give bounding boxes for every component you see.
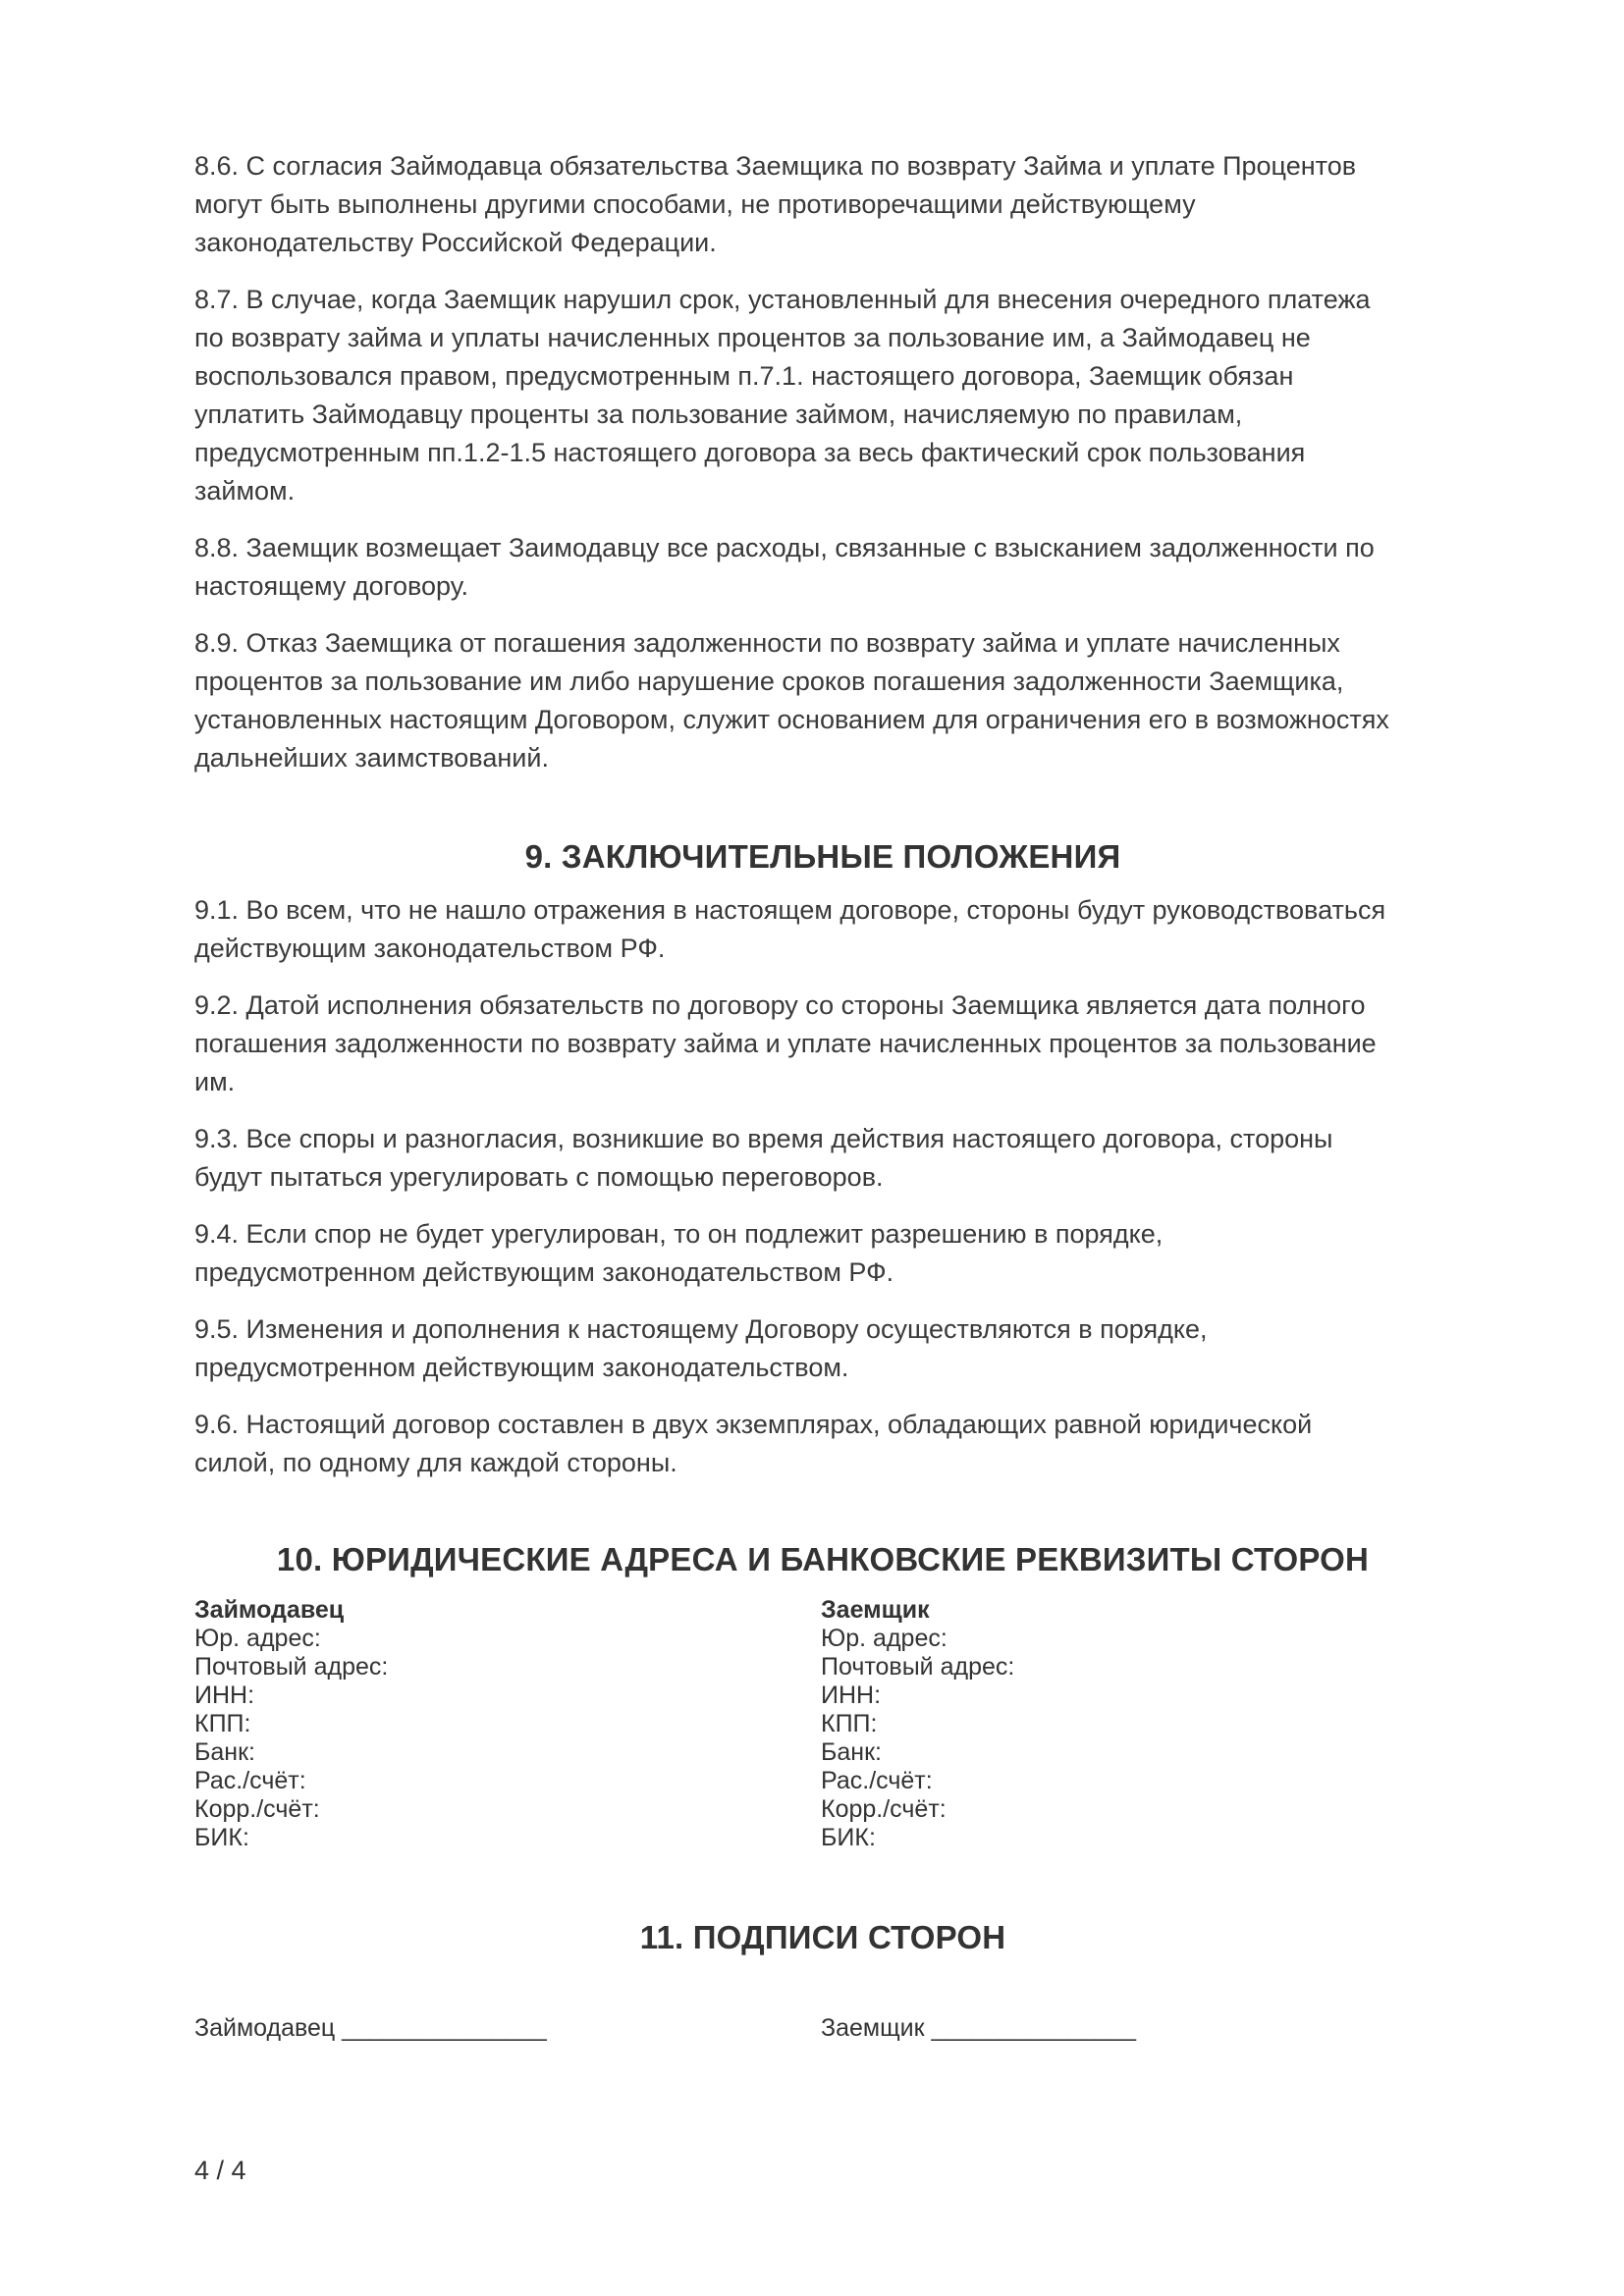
signatures-block [194,2013,1451,2043]
borrower-requisites [821,1596,1447,1852]
section-11-heading: 11. ПОДПИСИ СТОРОН [639,1919,1006,1955]
paragraph-9-5: 9.5. Изменения и дополнения к настоящему Договору осуществляются в порядке, предусмотренном действующим законодательством. [194,1314,1208,1382]
borrower-signature-line: Заемщик _______________ [821,2014,1137,2042]
lender-signature-line: Займодавец _______________ [194,2014,547,2042]
paragraph-9-1: 9.1. Во всем, что не нашло отражения в настоящем договоре, стороны будут руководствоваться действующим законодательством РФ. [194,895,1386,963]
lender-requisites [194,1596,821,1852]
lender-field-bank: Банк: [194,1738,255,1766]
borrower-field-bik: БИК: [821,1824,876,1851]
paragraph-8-6: 8.6. С согласия Займодавца обязательства Заемщика по возврату Займа и уплате Процентов могут быть выполнены другими способами, не противоречащими действующему законодательству Российской Федерации. [194,151,1357,257]
borrower-field-inn: ИНН: [821,1682,882,1709]
paragraph-9-3: 9.3. Все споры и разногласия, возникшие во время действия настоящего договора, стороны будут пытаться урегулировать с помощью переговоров. [194,1124,1333,1192]
paragraph-9-6: 9.6. Настоящий договор составлен в двух экземплярах, обладающих равной юридической силой, по одному для каждой стороны. [194,1410,1313,1477]
paragraph-8-7: 8.7. В случае, когда Заемщик нарушил срок, установленный для внесения очередного платежа по возврату займа и уплаты начисленных процентов за пользование им, а Займодавец не воспользовался правом, предусмотренным п.7.1. настоящего договора, Заемщик обязан уплатить Займодавцу проценты за пользование займом, начисляемую по правилам, предусмотренным пп.1.2-1.5 настоящего договора за весь фактический срок пользования займом. [194,285,1371,506]
paragraph-8-9: 8.9. Отказ Заемщика от погашения задолженности по возврату займа и уплате начисленных процентов за пользование им либо нарушение сроков погашения задолженности Заемщика, установленных настоящим Договором, служит основанием для ограничения его в возможностях дальнейших заимствований. [194,628,1389,773]
borrower-field-account: Рас./счёт: [821,1767,933,1794]
lender-field-kpp: КПП: [194,1710,251,1737]
section-10-heading: 10. ЮРИДИЧЕСКИЕ АДРЕСА И БАНКОВСКИЕ РЕКВИЗИТЫ СТОРОН [276,1541,1370,1577]
borrower-field-legal-address: Юр. адрес: [821,1625,947,1652]
lender-title: Займодавец [194,1596,345,1624]
document-page [194,147,1451,2043]
lender-field-corr-account: Корр./счёт: [194,1795,320,1823]
lender-field-account: Рас./счёт: [194,1767,306,1794]
borrower-title: Заемщик [821,1596,930,1624]
lender-field-bik: БИК: [194,1824,249,1851]
lender-field-inn: ИНН: [194,1682,255,1709]
borrower-field-kpp: КПП: [821,1710,878,1737]
paragraph-9-4: 9.4. Если спор не будет урегулирован, то он подлежит разрешению в порядке, предусмотренном действующим законодательством РФ. [194,1219,1164,1287]
borrower-field-postal-address: Почтовый адрес: [821,1653,1015,1681]
paragraph-8-8: 8.8. Заемщик возмещает Заимодавцу все расходы, связанные с взысканием задолженности по настоящему договору. [194,533,1375,601]
borrower-field-bank: Банк: [821,1738,882,1766]
page-number: 4 / 4 [194,2156,246,2185]
section-9-heading: 9. ЗАКЛЮЧИТЕЛЬНЫЕ ПОЛОЖЕНИЯ [524,838,1121,875]
requisites-block [194,1596,1451,1852]
lender-field-postal-address: Почтовый адрес: [194,1653,389,1681]
paragraph-9-2: 9.2. Датой исполнения обязательств по договору со стороны Заемщика является дата полного погашения задолженности по возврату займа и уплате начисленных процентов за пользование им. [194,990,1377,1096]
borrower-field-corr-account: Корр./счёт: [821,1795,947,1823]
lender-field-legal-address: Юр. адрес: [194,1625,321,1652]
